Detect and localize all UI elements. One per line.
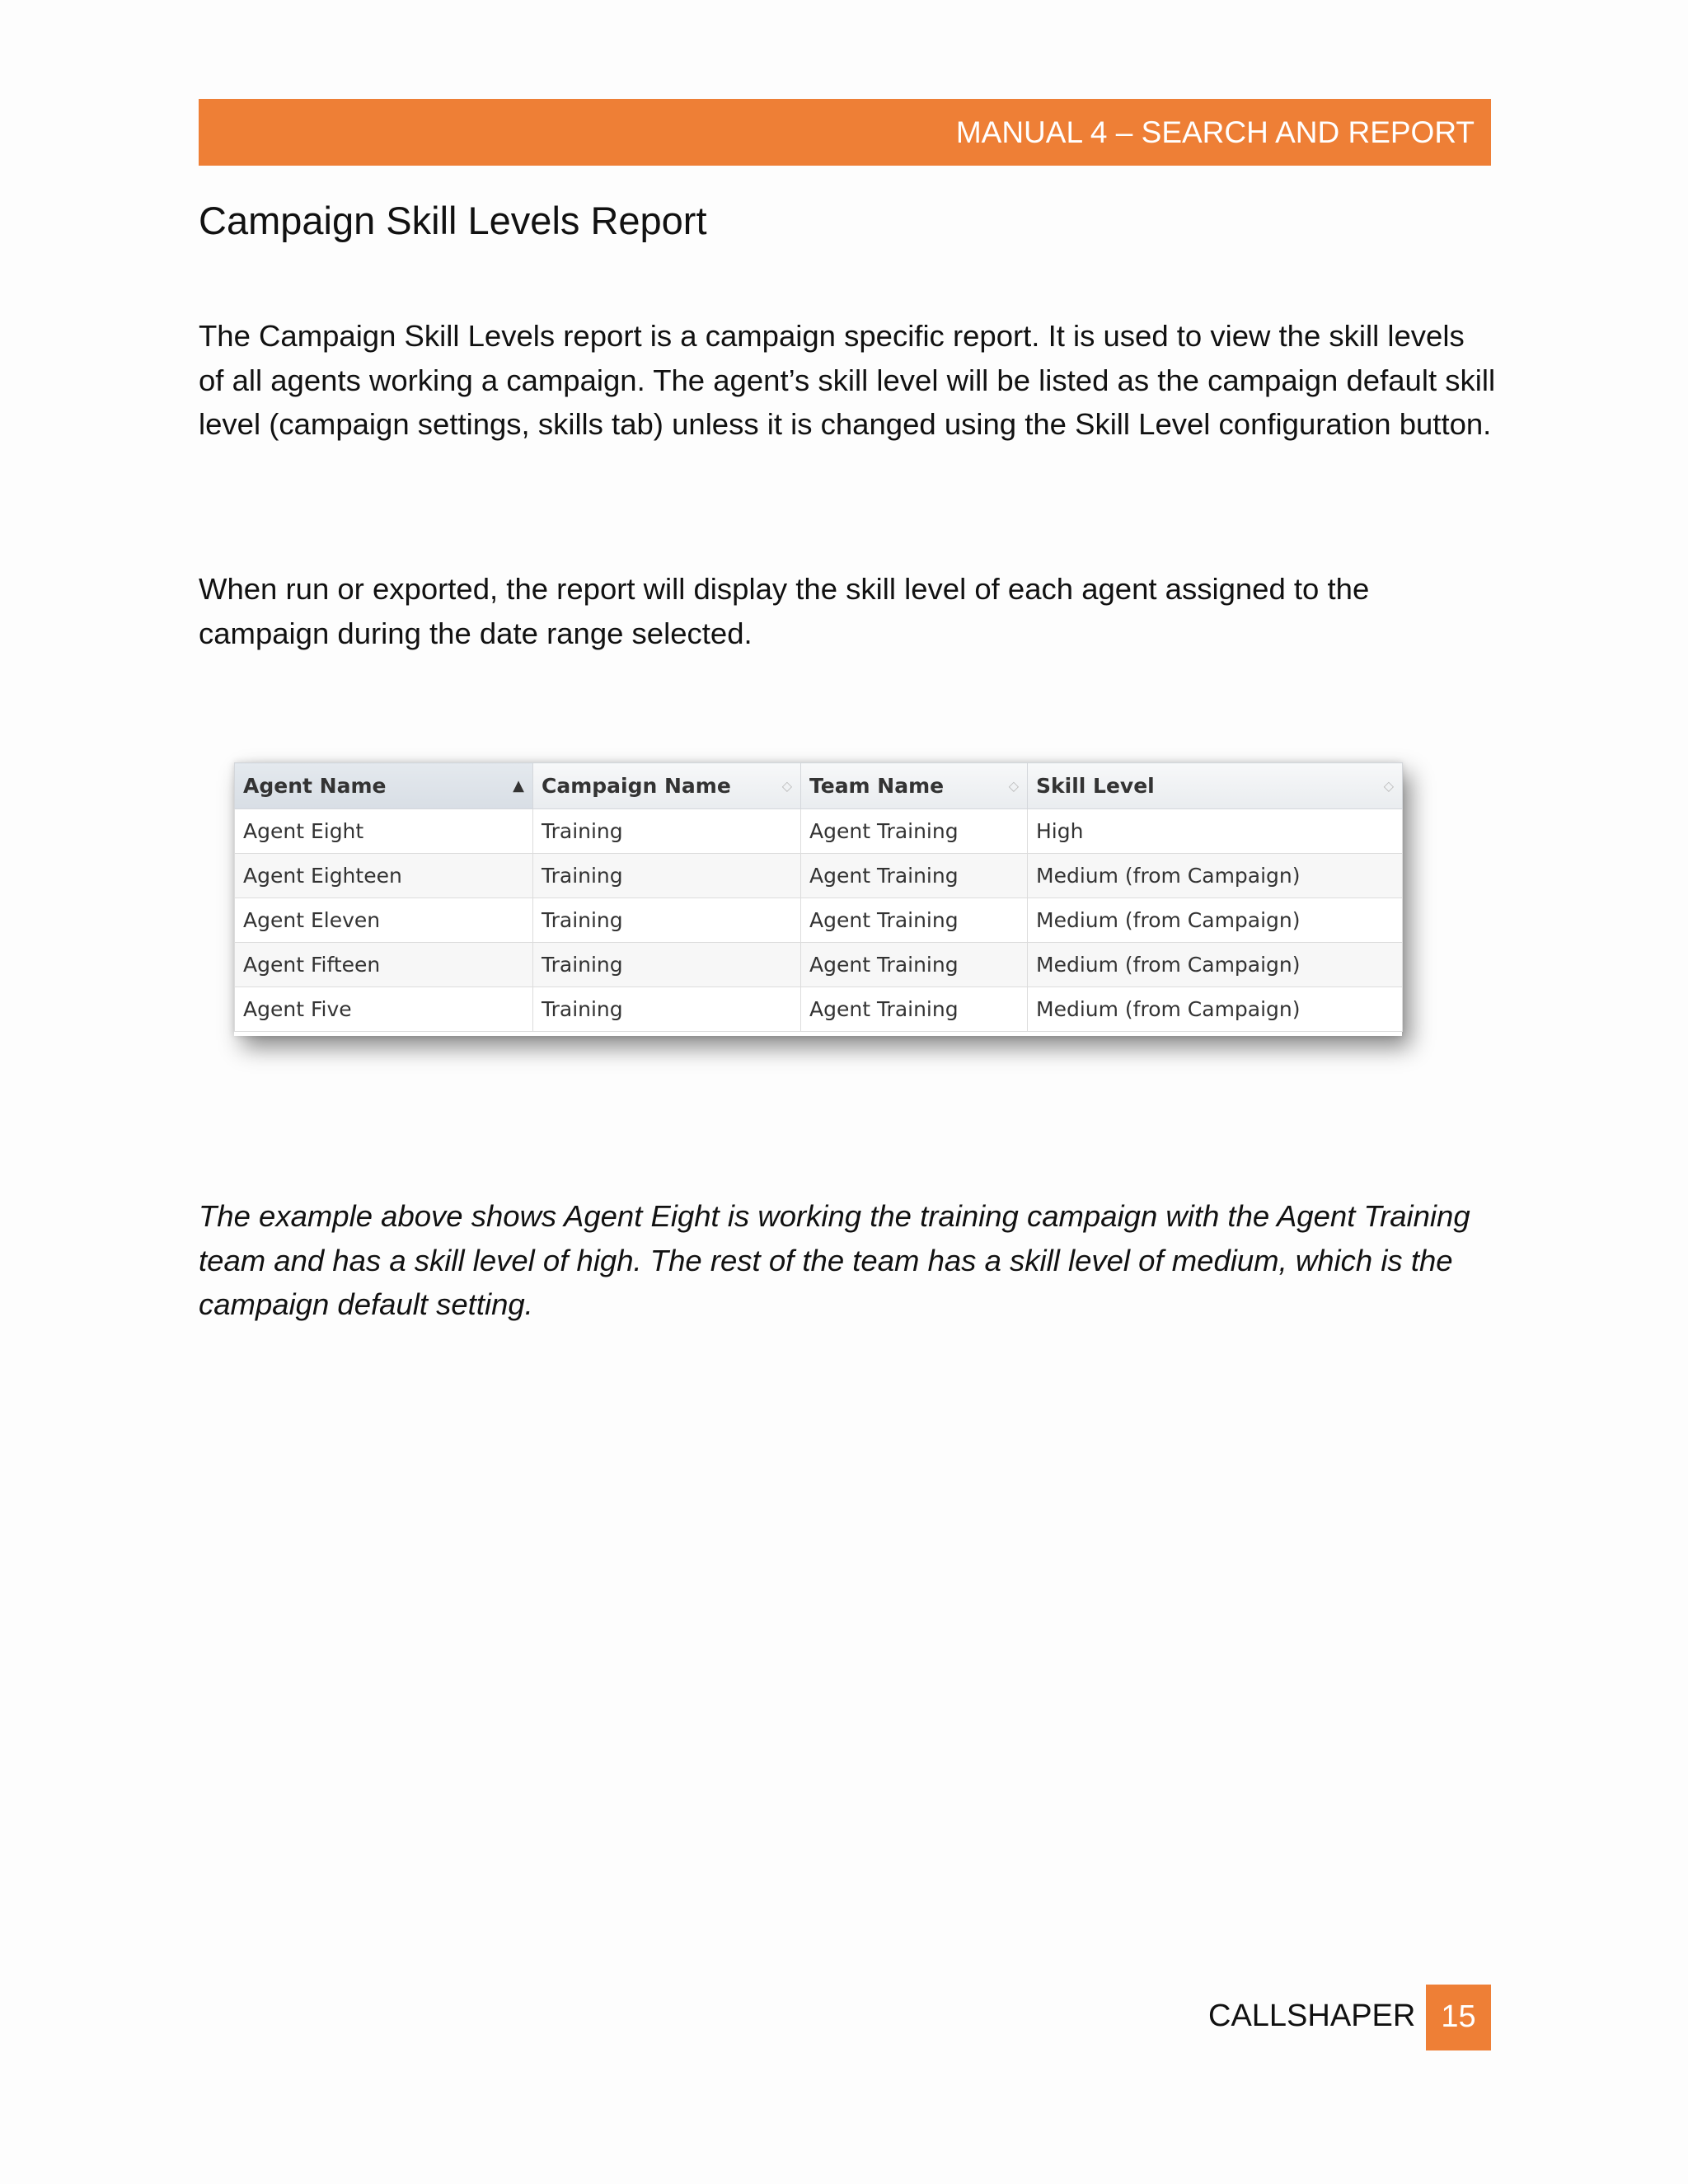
team-name-cell: Agent Training bbox=[801, 987, 1028, 1032]
team-name-cell: Agent Training bbox=[801, 809, 1028, 854]
agent-name-cell: Agent Fifteen bbox=[235, 943, 533, 987]
sort-both-icon[interactable]: ◇ bbox=[1383, 777, 1394, 794]
column-header-label: Skill Level bbox=[1036, 774, 1155, 798]
column-header-skill-level[interactable] bbox=[1028, 763, 1403, 809]
team-name-cell: Agent Training bbox=[801, 854, 1028, 898]
sort-both-icon[interactable]: ◇ bbox=[1008, 777, 1019, 794]
header-title: MANUAL 4 – SEARCH AND REPORT bbox=[955, 115, 1475, 149]
agent-name-cell: Agent Eighteen bbox=[235, 854, 533, 898]
campaign-name-cell: Training bbox=[533, 809, 801, 854]
page-number-badge bbox=[1426, 1985, 1491, 2050]
team-name-cell: Agent Training bbox=[801, 943, 1028, 987]
skill-level-cell: Medium (from Campaign) bbox=[1028, 898, 1403, 943]
report-table bbox=[234, 762, 1403, 1032]
table-row[interactable] bbox=[235, 987, 1403, 1032]
footer-brand: CALLSHAPER bbox=[1208, 1999, 1416, 2033]
example-note-paragraph: The example above shows Agent Eight is working the training campaign with the Agent Training team and has a skill level of high. The rest of the team has a skill level of medium, which is the campaign default setting. bbox=[199, 1199, 1470, 1321]
intro-paragraph: The Campaign Skill Levels report is a campaign specific report. It is used to view the skill levels of all agents working a campaign. The agent’s skill level will be listed as the campaign default skill level (campaign settings, skills tab) unless it is changed using the Skill Level configuration button. bbox=[199, 319, 1496, 441]
agent-name-cell: Agent Five bbox=[235, 987, 533, 1032]
column-header-label: Agent Name bbox=[243, 774, 387, 798]
column-header-campaign-name[interactable] bbox=[533, 763, 801, 809]
table-row[interactable] bbox=[235, 809, 1403, 854]
report-table-screenshot bbox=[234, 762, 1402, 1036]
column-header-label: Team Name bbox=[809, 774, 945, 798]
page-title: Campaign Skill Levels Report bbox=[199, 199, 707, 242]
table-header-row bbox=[235, 763, 1403, 809]
agent-name-cell: Agent Eleven bbox=[235, 898, 533, 943]
team-name-cell: Agent Training bbox=[801, 898, 1028, 943]
run-export-paragraph: When run or exported, the report will display the skill level of each agent assigned to the campaign during the date range selected. bbox=[199, 572, 1370, 650]
campaign-name-cell: Training bbox=[533, 987, 801, 1032]
skill-level-cell: Medium (from Campaign) bbox=[1028, 987, 1403, 1032]
campaign-name-cell: Training bbox=[533, 854, 801, 898]
campaign-name-cell: Training bbox=[533, 898, 801, 943]
skill-level-cell: Medium (from Campaign) bbox=[1028, 943, 1403, 987]
header-bar bbox=[199, 99, 1491, 166]
sort-both-icon[interactable]: ◇ bbox=[781, 777, 792, 794]
column-header-team-name[interactable] bbox=[801, 763, 1028, 809]
table-row[interactable] bbox=[235, 898, 1403, 943]
skill-level-cell: High bbox=[1028, 809, 1403, 854]
sort-ascending-icon[interactable]: ▲ bbox=[513, 776, 524, 794]
table-row[interactable] bbox=[235, 854, 1403, 898]
column-header-label: Campaign Name bbox=[542, 774, 731, 798]
campaign-name-cell: Training bbox=[533, 943, 801, 987]
page-number: 15 bbox=[1441, 1999, 1476, 2034]
column-header-agent-name[interactable] bbox=[235, 763, 533, 809]
table-row[interactable] bbox=[235, 943, 1403, 987]
skill-level-cell: Medium (from Campaign) bbox=[1028, 854, 1403, 898]
agent-name-cell: Agent Eight bbox=[235, 809, 533, 854]
